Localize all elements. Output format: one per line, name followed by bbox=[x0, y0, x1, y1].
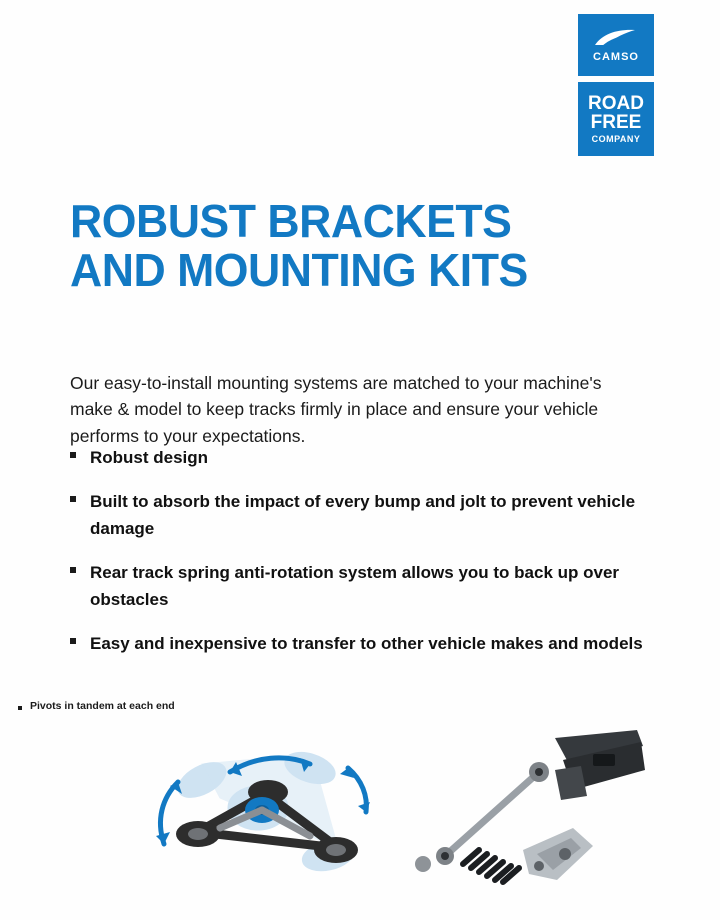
badge-line-1: ROAD bbox=[588, 92, 644, 114]
list-item-label: Robust design bbox=[90, 448, 209, 467]
mounting-bracket-hardware-photo bbox=[405, 724, 655, 894]
badge-line-3: COMPANY bbox=[591, 134, 641, 145]
feature-bullet-list bbox=[70, 444, 645, 673]
page-title-line-1: ROBUST BRACKETS bbox=[70, 194, 512, 247]
list-item-label: Rear track spring anti-rotation system allows you to back up over obstacles bbox=[90, 562, 620, 610]
badge-line-2: FREE bbox=[590, 111, 642, 133]
bullet-square-icon bbox=[70, 496, 76, 502]
list-item bbox=[70, 630, 645, 658]
camso-logo-text: CAMSO bbox=[593, 51, 639, 63]
footnote-label: Pivots in tandem at each end bbox=[30, 700, 175, 712]
bullet-square-icon bbox=[70, 638, 76, 644]
footnote bbox=[18, 700, 175, 712]
page-title bbox=[70, 194, 574, 296]
camso-logo bbox=[578, 14, 654, 76]
list-item bbox=[70, 559, 645, 614]
list-item bbox=[70, 488, 645, 543]
illustration-area bbox=[0, 724, 720, 914]
intro-paragraph: Our easy-to-install mounting systems are matched to your machine's make & model to keep tracks firmly in place and ensure your vehicle performs to your expectations. bbox=[70, 372, 602, 446]
bullet-square-icon bbox=[70, 452, 76, 458]
list-item bbox=[70, 444, 645, 472]
track-system-pivot-diagram bbox=[140, 724, 390, 894]
camso-swoosh-icon bbox=[593, 27, 639, 49]
bullet-square-icon bbox=[70, 567, 76, 573]
road-free-company-badge bbox=[578, 82, 654, 156]
page-title-line-2: AND MOUNTING KITS bbox=[70, 243, 528, 296]
list-item-label: Easy and inexpensive to transfer to other vehicle makes and models bbox=[90, 633, 643, 653]
list-item-label: Built to absorb the impact of every bump and jolt to prevent vehicle damage bbox=[90, 491, 636, 539]
logo-block bbox=[578, 14, 654, 156]
footnote-bullet-icon bbox=[18, 706, 22, 710]
